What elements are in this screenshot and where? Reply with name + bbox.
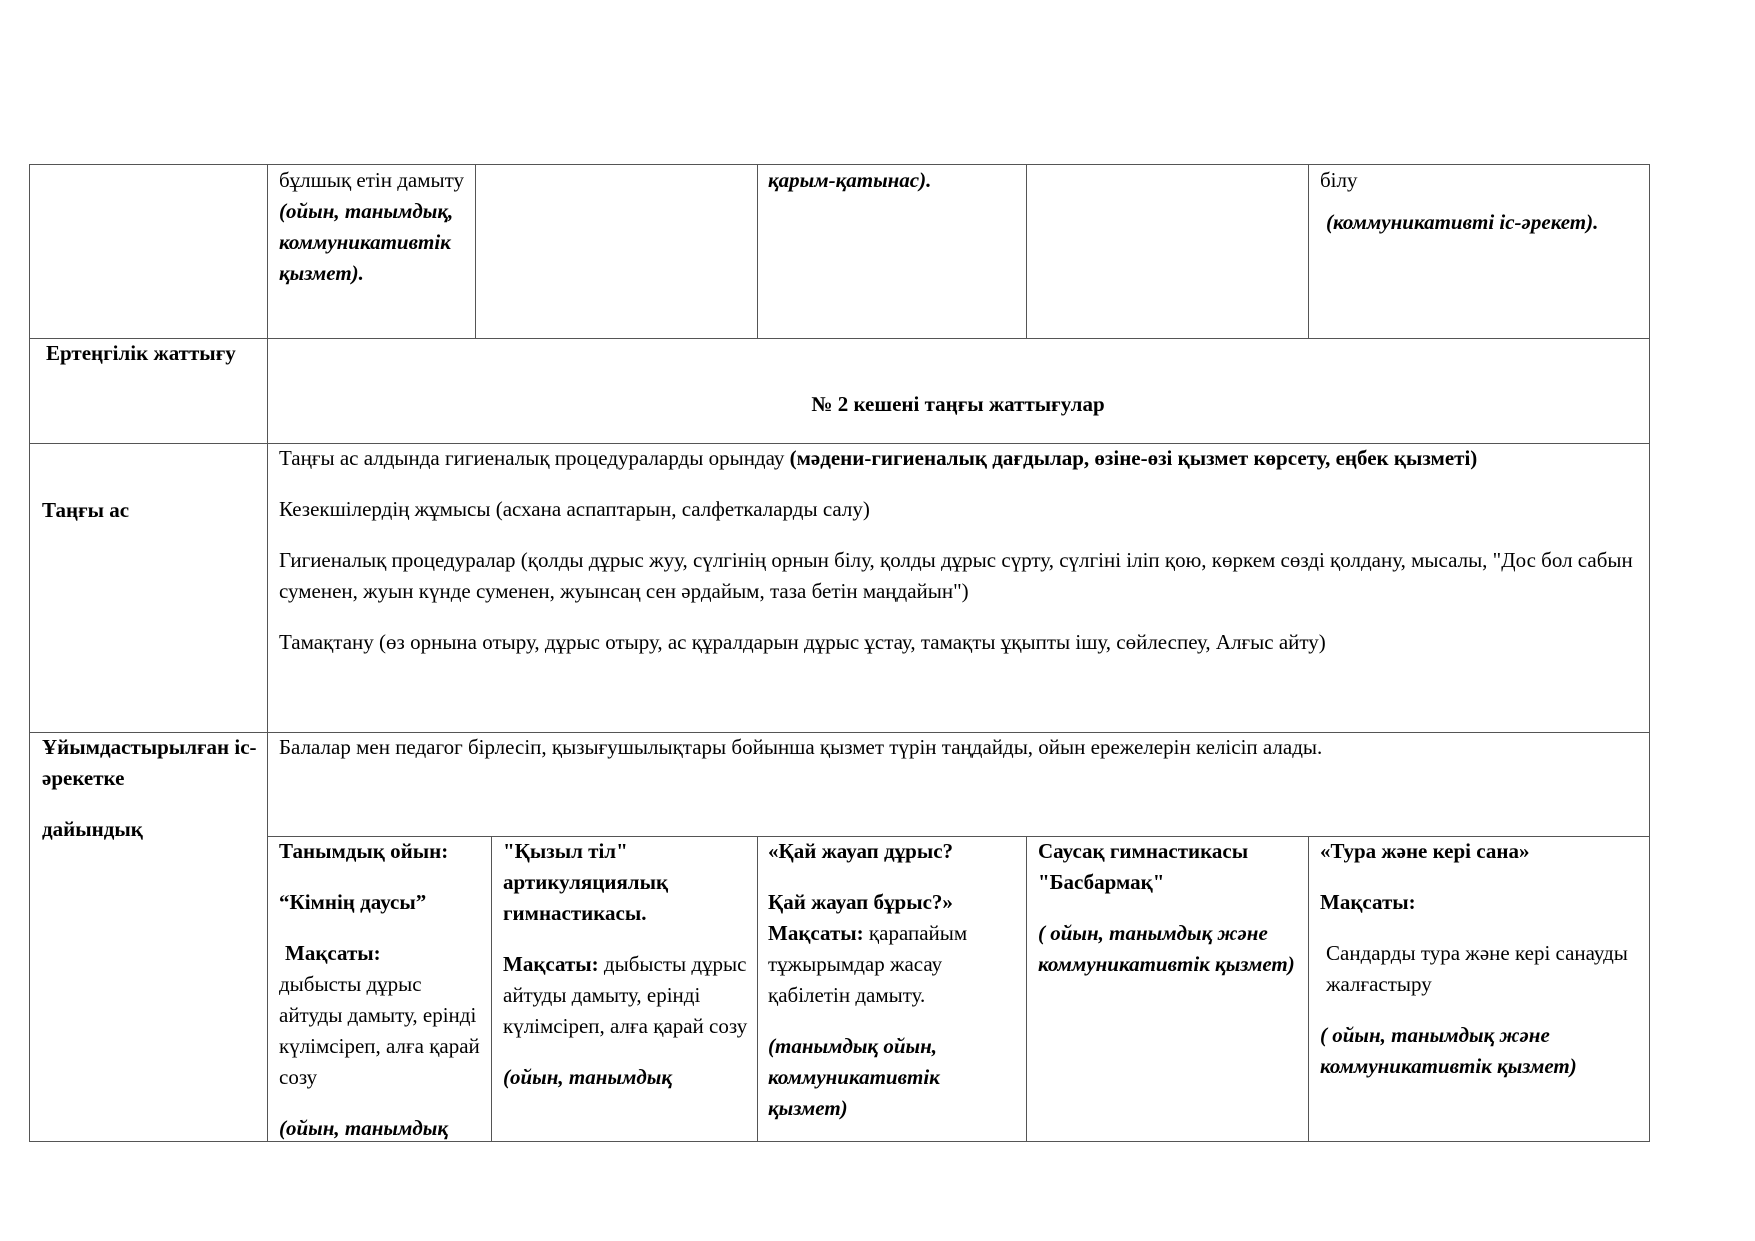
prep-col5-activity: ( ойын, танымдық және коммуникативтік қызмет) <box>1320 1023 1577 1078</box>
prep-col2-activity: (ойын, танымдық <box>503 1065 672 1089</box>
prep-col1-activity: (ойын, танымдық <box>279 1116 448 1140</box>
row1-col5-text: білу <box>1320 168 1358 192</box>
prep-col1-game: “Кімнің даусы” <box>279 890 427 914</box>
col-divider <box>1308 836 1309 1141</box>
row1-col3-activity: қарым-қатынас). <box>768 168 932 192</box>
col-divider <box>475 165 476 338</box>
morning-exercise-content: № 2 кешені таңғы жаттығулар <box>811 392 1105 416</box>
prep-col5-title: «Тура және кері сана» <box>1320 839 1530 863</box>
breakfast-label: Таңғы ас <box>42 498 130 522</box>
prep-col1-title: Танымдық ойын: <box>279 839 449 863</box>
prep-col2-title: "Қызыл тіл" артикуляциялық гимнастикасы. <box>503 839 669 925</box>
row-divider <box>30 338 1649 339</box>
col-divider <box>267 165 268 1141</box>
breakfast-content <box>279 443 1644 678</box>
prep-col1-cell <box>279 836 487 1144</box>
col-divider <box>757 836 758 1141</box>
preparation-intro: Балалар мен педагог бірлесіп, қызығушылықтары бойынша қызмет түрін таңдайды, ойын ережелерін келісіп алады. <box>279 735 1323 759</box>
prep-col2-cell <box>503 836 751 1093</box>
breakfast-paragraph-4: Тамақтану (өз орнына отыру, дұрыс отыру, ас құралдарын дұрыс ұстау, тамақты ұқыпты ішу, сөйлеспеу, Алғыс айту) <box>279 630 1326 654</box>
row1-col5-cell <box>1320 165 1645 238</box>
row1-col5-activity: (коммуникативті іс-әрекет). <box>1326 210 1599 234</box>
morning-exercise-label: Ертеңгілік жаттығу <box>46 341 236 365</box>
prep-col3-activity: (танымдық ойын, коммуникативтік қызмет) <box>768 1034 940 1120</box>
prep-col3-title-1: «Қай жауап дұрыс? <box>768 839 954 863</box>
prep-col4-cell <box>1038 836 1300 980</box>
col-divider <box>1308 165 1309 338</box>
prep-col1-goal-label: Мақсаты: <box>285 941 381 965</box>
prep-col4-activity: ( ойын, танымдық және коммуникативтік қызмет) <box>1038 921 1295 976</box>
prep-col1-goal-text: дыбысты дұрыс айтуды дамыту, ерінді күлімсіреп, алға қарай созу <box>279 972 480 1089</box>
prep-col5-goal-label: Мақсаты: <box>1320 890 1416 914</box>
row1-col1-cell <box>279 165 471 289</box>
prep-col3-title-2: Қай жауап бұрыс?» <box>768 890 953 914</box>
prep-col4-title: Саусақ гимнастикасы "Басбармақ" <box>1038 839 1249 894</box>
row1-col3-cell <box>768 165 1018 196</box>
col-divider <box>1026 165 1027 338</box>
preparation-label: Ұйымдастырылған іс-әрекетке дайындық <box>42 735 257 841</box>
row1-col1-text: бұлшық етін дамыту <box>279 168 465 192</box>
prep-col3-cell <box>768 836 1018 1124</box>
prep-col5-goal-text: Сандарды тура және кері санауды жалғастыру <box>1326 941 1628 996</box>
prep-col3-goal: Мақсаты: қарапайым тұжырымдар жасау қабілетін дамыту. <box>768 921 968 1007</box>
col-divider <box>1026 836 1027 1141</box>
breakfast-paragraph-2: Кезекшілердің жұмысы (асхана аспаптарын, салфеткаларды салу) <box>279 497 870 521</box>
breakfast-paragraph-3: Гигиеналық процедуралар (қолды дұрыс жуу, сүлгінің орнын білу, қолды дұрыс сүрту, сүлгіні іліп қою, көркем сөзді қолдану, мысалы, "Дос бол сабын суменен, жуын күнде суменен, жуынсаң сен әрдайым, таза бетін маңдайын") <box>279 548 1633 603</box>
breakfast-paragraph-1: Таңғы ас алдында гигиеналық процедураларды орындау (мәдени-гигиеналық дағдылар, өзіне-өзі қызмет көрсету, еңбек қызметі) <box>279 446 1478 470</box>
col-divider <box>491 836 492 1141</box>
prep-col5-cell <box>1320 836 1645 1082</box>
col-divider <box>757 165 758 338</box>
prep-col2-goal: Мақсаты: дыбысты дұрыс айтуды дамыту, ерінді күлімсіреп, алға қарай созу <box>503 952 748 1038</box>
schedule-table <box>29 164 1650 1142</box>
row1-col1-activity: (ойын, танымдық, коммуникативтік қызмет). <box>279 199 454 285</box>
